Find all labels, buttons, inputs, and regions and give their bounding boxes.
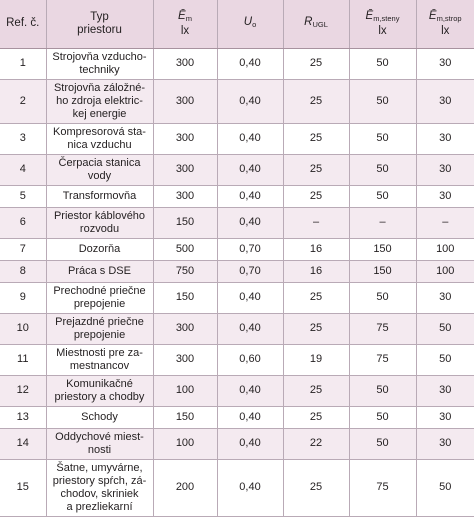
cell-ref: 2 bbox=[0, 79, 46, 123]
cell-rugl: – bbox=[283, 207, 349, 238]
cell-rugl: 19 bbox=[283, 344, 349, 375]
cell-ref: 9 bbox=[0, 282, 46, 313]
cell-typ-line: Priestor káblového bbox=[53, 209, 146, 222]
cell-typ bbox=[46, 154, 153, 185]
header-typ: Typ priestoru bbox=[46, 0, 153, 48]
cell-rugl: 25 bbox=[283, 123, 349, 154]
cell-em-strop: 30 bbox=[416, 123, 474, 154]
table-row bbox=[0, 185, 474, 207]
cell-typ-line: Oddychové miest- bbox=[55, 430, 144, 443]
cell-em: 150 bbox=[153, 282, 217, 313]
cell-typ-line: Práca s DSE bbox=[68, 264, 131, 277]
header-row bbox=[0, 0, 474, 48]
cell-typ-line: a prezliekarní bbox=[66, 500, 133, 513]
cell-em: 300 bbox=[153, 185, 217, 207]
cell-typ-line: Prechodné priečne bbox=[53, 284, 146, 297]
cell-em-strop: 30 bbox=[416, 406, 474, 428]
cell-em: 150 bbox=[153, 406, 217, 428]
cell-em-steny: 75 bbox=[349, 459, 416, 516]
cell-em: 100 bbox=[153, 375, 217, 406]
cell-rugl: 25 bbox=[283, 406, 349, 428]
cell-em: 300 bbox=[153, 313, 217, 344]
cell-rugl: 25 bbox=[283, 459, 349, 516]
cell-em: 300 bbox=[153, 48, 217, 79]
cell-em-strop: 100 bbox=[416, 238, 474, 260]
cell-typ bbox=[46, 428, 153, 459]
cell-em: 300 bbox=[153, 344, 217, 375]
cell-typ-line: Strojovňa vzducho- bbox=[52, 50, 147, 63]
cell-ref: 14 bbox=[0, 428, 46, 459]
cell-typ bbox=[46, 185, 153, 207]
cell-typ-line: vody bbox=[87, 169, 112, 182]
cell-em-strop: 30 bbox=[416, 185, 474, 207]
cell-em: 750 bbox=[153, 260, 217, 282]
cell-typ-line: ho zdroja elektric- bbox=[56, 94, 143, 107]
cell-em-strop: 50 bbox=[416, 313, 474, 344]
cell-ref: 6 bbox=[0, 207, 46, 238]
cell-uo: 0,40 bbox=[217, 123, 283, 154]
cell-em-strop: 50 bbox=[416, 344, 474, 375]
cell-em-strop: 30 bbox=[416, 154, 474, 185]
cell-em-strop: – bbox=[416, 207, 474, 238]
cell-uo: 0,40 bbox=[217, 375, 283, 406]
cell-typ bbox=[46, 313, 153, 344]
cell-typ bbox=[46, 344, 153, 375]
cell-rugl: 16 bbox=[283, 238, 349, 260]
cell-em-strop: 100 bbox=[416, 260, 474, 282]
cell-typ bbox=[46, 48, 153, 79]
cell-uo: 0,40 bbox=[217, 48, 283, 79]
cell-em-steny: 75 bbox=[349, 313, 416, 344]
cell-em: 200 bbox=[153, 459, 217, 516]
cell-typ-line: Šatne, umyvárne, bbox=[56, 461, 143, 474]
cell-ref: 11 bbox=[0, 344, 46, 375]
cell-rugl: 25 bbox=[283, 185, 349, 207]
cell-em: 300 bbox=[153, 154, 217, 185]
cell-ref: 15 bbox=[0, 459, 46, 516]
cell-em-steny: 50 bbox=[349, 185, 416, 207]
cell-em-strop: 30 bbox=[416, 48, 474, 79]
cell-typ-line: Miestnosti pre za- bbox=[56, 346, 143, 359]
cell-em: 500 bbox=[153, 238, 217, 260]
header-ref: Ref. č. bbox=[0, 0, 46, 48]
cell-em-steny: 50 bbox=[349, 48, 416, 79]
cell-rugl: 25 bbox=[283, 48, 349, 79]
cell-typ-line: Prejazdné priečne bbox=[55, 315, 144, 328]
cell-em: 150 bbox=[153, 207, 217, 238]
cell-uo: 0,70 bbox=[217, 238, 283, 260]
table-row bbox=[0, 428, 474, 459]
table-row bbox=[0, 375, 474, 406]
table-row bbox=[0, 154, 474, 185]
table-row bbox=[0, 260, 474, 282]
cell-typ bbox=[46, 375, 153, 406]
cell-ref: 8 bbox=[0, 260, 46, 282]
cell-uo: 0,40 bbox=[217, 207, 283, 238]
cell-em-strop: 30 bbox=[416, 428, 474, 459]
cell-typ bbox=[46, 207, 153, 238]
cell-typ-line: Strojovňa záložné- bbox=[53, 81, 146, 94]
cell-uo: 0,60 bbox=[217, 344, 283, 375]
cell-typ bbox=[46, 459, 153, 516]
cell-typ-line: Čerpacia stanica bbox=[58, 156, 141, 169]
cell-em-strop: 30 bbox=[416, 282, 474, 313]
cell-typ-line: nosti bbox=[87, 443, 112, 456]
cell-rugl: 25 bbox=[283, 313, 349, 344]
cell-typ bbox=[46, 406, 153, 428]
cell-typ-line: Schody bbox=[81, 410, 118, 423]
cell-typ-line: kej energie bbox=[72, 107, 127, 120]
header-em: $Ē_m$ lx bbox=[153, 0, 217, 48]
table-row bbox=[0, 406, 474, 428]
cell-typ bbox=[46, 260, 153, 282]
cell-typ-line: rozvodu bbox=[79, 222, 120, 235]
header-rugl: $R_{UGL}$ bbox=[283, 0, 349, 48]
cell-uo: 0,40 bbox=[217, 313, 283, 344]
cell-ref: 4 bbox=[0, 154, 46, 185]
cell-rugl: 25 bbox=[283, 79, 349, 123]
cell-ref: 5 bbox=[0, 185, 46, 207]
cell-em-steny: 50 bbox=[349, 406, 416, 428]
cell-uo: 0,40 bbox=[217, 282, 283, 313]
table-row bbox=[0, 313, 474, 344]
header-uo: $U_o$ bbox=[217, 0, 283, 48]
cell-em-steny: 75 bbox=[349, 344, 416, 375]
cell-uo: 0,40 bbox=[217, 79, 283, 123]
table-row bbox=[0, 79, 474, 123]
cell-em-steny: 50 bbox=[349, 79, 416, 123]
cell-em-steny: 150 bbox=[349, 238, 416, 260]
cell-em: 300 bbox=[153, 123, 217, 154]
cell-typ-line: nica vzduchu bbox=[67, 138, 132, 151]
cell-rugl: 22 bbox=[283, 428, 349, 459]
cell-uo: 0,40 bbox=[217, 185, 283, 207]
cell-typ bbox=[46, 79, 153, 123]
cell-ref: 12 bbox=[0, 375, 46, 406]
cell-typ-line: Transformovňa bbox=[62, 189, 137, 202]
cell-typ-line: techniky bbox=[79, 63, 120, 76]
cell-ref: 7 bbox=[0, 238, 46, 260]
cell-ref: 10 bbox=[0, 313, 46, 344]
cell-em-strop: 50 bbox=[416, 459, 474, 516]
cell-em-steny: 50 bbox=[349, 282, 416, 313]
table-row bbox=[0, 459, 474, 516]
table-row bbox=[0, 48, 474, 79]
cell-ref: 1 bbox=[0, 48, 46, 79]
cell-typ-line: priestory spŕch, zá- bbox=[52, 474, 147, 487]
table-row bbox=[0, 123, 474, 154]
cell-typ-line: prepojenie bbox=[73, 297, 126, 310]
cell-typ-line: priestory a chodby bbox=[54, 390, 145, 403]
cell-uo: 0,40 bbox=[217, 459, 283, 516]
header-em-steny: $Ē_{m,steny}$ lx bbox=[349, 0, 416, 48]
cell-em-strop: 30 bbox=[416, 375, 474, 406]
cell-rugl: 25 bbox=[283, 154, 349, 185]
cell-typ-line: prepojenie bbox=[73, 328, 126, 341]
cell-typ-line: mestnancov bbox=[69, 359, 130, 372]
cell-em-steny: 50 bbox=[349, 154, 416, 185]
table-body bbox=[0, 48, 474, 516]
cell-rugl: 25 bbox=[283, 375, 349, 406]
cell-typ bbox=[46, 238, 153, 260]
cell-em-steny: – bbox=[349, 207, 416, 238]
cell-rugl: 16 bbox=[283, 260, 349, 282]
cell-em: 300 bbox=[153, 79, 217, 123]
cell-em-strop: 30 bbox=[416, 79, 474, 123]
table-row bbox=[0, 207, 474, 238]
cell-ref: 3 bbox=[0, 123, 46, 154]
cell-em-steny: 50 bbox=[349, 123, 416, 154]
cell-uo: 0,70 bbox=[217, 260, 283, 282]
cell-em: 100 bbox=[153, 428, 217, 459]
header-em-strop: $Ē_{m,strop}$ lx bbox=[416, 0, 474, 48]
cell-typ-line: Dozorňa bbox=[78, 242, 121, 255]
cell-ref: 13 bbox=[0, 406, 46, 428]
cell-em-steny: 50 bbox=[349, 375, 416, 406]
cell-uo: 0,40 bbox=[217, 406, 283, 428]
cell-em-steny: 50 bbox=[349, 428, 416, 459]
table-row bbox=[0, 344, 474, 375]
cell-em-steny: 150 bbox=[349, 260, 416, 282]
cell-typ bbox=[46, 282, 153, 313]
cell-rugl: 25 bbox=[283, 282, 349, 313]
cell-typ-line: Komunikačné bbox=[66, 377, 133, 390]
cell-uo: 0,40 bbox=[217, 154, 283, 185]
cell-typ-line: Kompresorová sta- bbox=[53, 125, 146, 138]
table-row bbox=[0, 238, 474, 260]
cell-typ-line: chodov, skriniek bbox=[60, 487, 139, 500]
cell-uo: 0,40 bbox=[217, 428, 283, 459]
table-row bbox=[0, 282, 474, 313]
cell-typ bbox=[46, 123, 153, 154]
